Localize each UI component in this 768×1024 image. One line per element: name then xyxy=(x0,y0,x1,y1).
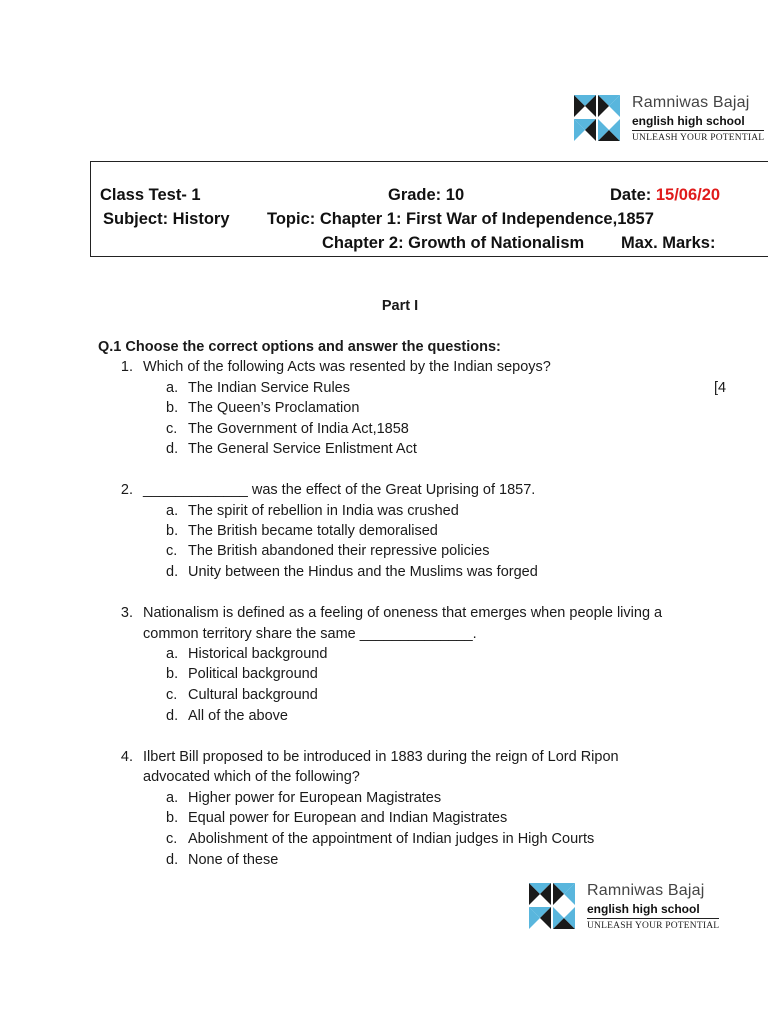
school-tagline: UNLEASH YOUR POTENTIAL xyxy=(587,921,720,931)
question-text: Which of the following Acts was resented by the Indian sepoys? xyxy=(143,359,551,375)
topic-label: Topic: Chapter 1: First War of Independence,1857 xyxy=(267,210,654,228)
school-logo-footer xyxy=(529,883,719,932)
question-text: common territory share the same ______________. xyxy=(143,626,477,642)
marks-note: [4 xyxy=(714,380,727,396)
option-text: Political background xyxy=(188,666,318,682)
option-letter: c. xyxy=(166,687,178,703)
school-subtitle: english high school xyxy=(632,115,764,131)
option-text: Cultural background xyxy=(188,687,318,703)
option-letter: b. xyxy=(166,666,179,682)
option-text: Higher power for European Magistrates xyxy=(188,790,442,806)
option-text: The General Service Enlistment Act xyxy=(188,441,417,457)
date-field xyxy=(610,186,720,205)
option-text: The Government of India Act,1858 xyxy=(188,421,409,437)
school-logo-icon xyxy=(574,95,620,141)
option-text: The Queen’s Proclamation xyxy=(188,400,360,416)
grade-label: Grade: 10 xyxy=(388,186,465,204)
option-letter: c. xyxy=(166,421,178,437)
option-letter: d. xyxy=(166,708,179,724)
question-text: Ilbert Bill proposed to be introduced in 1883 during the reign of Lord Ripon xyxy=(143,749,619,765)
class-test-label: Class Test- 1 xyxy=(100,186,201,204)
option-text: All of the above xyxy=(188,708,288,724)
date-label: Date: xyxy=(610,186,656,204)
date-value: 15/06/20 xyxy=(655,186,721,204)
option-letter: a. xyxy=(166,646,179,662)
option-text: The British abandoned their repressive policies xyxy=(188,543,490,559)
question-heading: Q.1 Choose the correct options and answer the questions: xyxy=(98,339,501,355)
question-number: 4. xyxy=(120,749,133,765)
question-text: advocated which of the following? xyxy=(143,769,360,785)
option-letter: b. xyxy=(166,400,179,416)
school-tagline: UNLEASH YOUR POTENTIAL xyxy=(632,133,765,143)
chapter2-label: Chapter 2: Growth of Nationalism xyxy=(322,234,585,252)
option-letter: c. xyxy=(166,543,178,559)
option-letter: a. xyxy=(166,503,179,519)
question-number: 2. xyxy=(120,482,133,498)
question-text: Nationalism is defined as a feeling of oneness that emerges when people living a xyxy=(143,605,663,621)
question-text: _____________ was the effect of the Great Uprising of 1857. xyxy=(143,482,536,498)
school-name: Ramniwas Bajaj xyxy=(587,882,705,899)
option-text: Equal power for European and Indian Magistrates xyxy=(188,810,508,826)
option-text: Unity between the Hindus and the Muslims was forged xyxy=(188,564,538,580)
school-name: Ramniwas Bajaj xyxy=(632,94,750,111)
option-text: The Indian Service Rules xyxy=(188,380,350,396)
option-letter: b. xyxy=(166,810,179,826)
option-letter: d. xyxy=(166,441,179,457)
option-letter: a. xyxy=(166,380,179,396)
option-letter: d. xyxy=(166,564,179,580)
option-letter: d. xyxy=(166,852,179,868)
part-title: Part I xyxy=(381,298,419,314)
subject-label: Subject: History xyxy=(103,210,230,228)
option-text: The British became totally demoralised xyxy=(188,523,438,539)
option-letter: b. xyxy=(166,523,179,539)
school-logo-icon xyxy=(529,883,575,929)
question-number: 1. xyxy=(120,359,133,375)
option-text: None of these xyxy=(188,852,279,868)
option-text: The spirit of rebellion in India was crushed xyxy=(188,503,459,519)
option-letter: c. xyxy=(166,831,178,847)
question-number: 3. xyxy=(120,605,133,621)
option-text: Abolishment of the appointment of Indian judges in High Courts xyxy=(188,831,595,847)
option-text: Historical background xyxy=(188,646,328,662)
school-logo xyxy=(574,95,764,144)
max-marks-label: Max. Marks: xyxy=(621,234,716,252)
option-letter: a. xyxy=(166,790,179,806)
school-subtitle: english high school xyxy=(587,903,719,919)
